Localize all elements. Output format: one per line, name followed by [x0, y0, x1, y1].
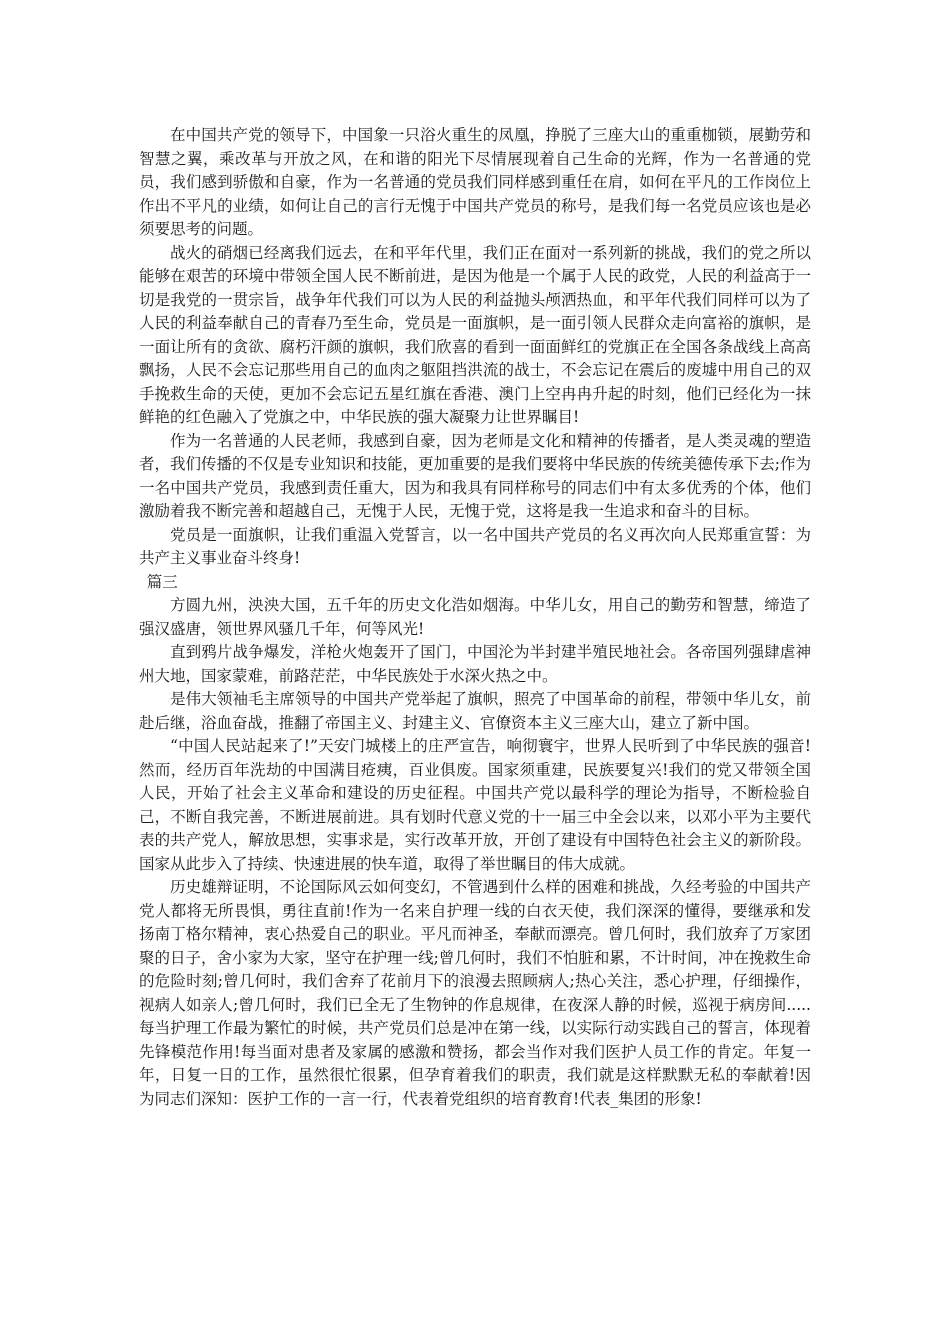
paragraph: 在中国共产党的领导下，中国象一只浴火重生的凤凰，挣脱了三座大山的重重枷锁，展勤劳和智慧之翼，乘改革与开放之风，在和谐的阳光下尽情展现着自己生命的光辉，作为一名普通的党员，我们感到骄傲和自豪，作为一名普通的党员我们同样感到重任在肩，如何在平凡的工作岗位上作出不平凡的业绩，如何让自己的言行无愧于中国共产党员的称号，是我们每一名党员应该也是必须要思考的问题。	[139, 126, 811, 238]
paragraph: “中国人民站起来了!”天安门城楼上的庄严宣告，响彻寰宇，世界人民听到了中华民族的强音! 然而，经历百年洗劫的中国满目疮痍，百业俱废。国家须重建，民族要复兴!我们的党又带领全国人民，开始了社会主义革命和建设的历史征程。中国共产党以最科学的理论为指导，不断检验自己，不断自我完善，不断进展前进。具有划时代意义党的十一届三中全会以来，以邓小平为主要代表的共产党人，解放思想，实事求是，实行改革开放，开创了建设有中国特色社会主义的新阶段。国家从此步入了持续、快速进展的快车道，取得了举世瞩目的伟大成就。	[139, 737, 811, 873]
paragraph: 历史雄辩证明，不论国际风云如何变幻，不管遇到什么样的困难和挑战，久经考验的中国共产党人都将无所畏惧，勇往直前!作为一名来自护理一线的白衣天使，我们深深的懂得，要继承和发扬南丁格尔精神，衷心热爱自己的职业。平凡而神圣，奉献而漂亮。曾几何时，我们放弃了万家团聚的日子，舍小家为大家，坚守在护理一线;曾几何时，我们不怕脏和累，不计时间，冲在挽救生命的危险时刻;曾几何时，我们舍弃了花前月下的浪漫去照顾病人;热心关注，悉心护理，仔细操作，视病人如亲人;曾几何时，我们已全无了生物钟的作息规律，在夜深人静的时候，巡视于病房间.....每当护理工作最为繁忙的时候，共产党员们总是冲在第一线，以实际行动实践自己的誓言，体现着先锋模范作用!每当面对患者及家属的感激和赞扬，都会当作对我们医护人员工作的肯定。年复一年，日复一日的工作，虽然很忙很累，但孕育着我们的职责，我们就是这样默默无私的奉献着!因为同志们深知：医护工作的一言一行，代表着党组织的培育教育!代表_集团的形象!	[139, 878, 811, 1108]
paragraph: 方圆九州，泱泱大国，五千年的历史文化浩如烟海。中华儿女，用自己的勤劳和智慧，缔造了强汉盛唐，领世界风骚几千年，何等风光!	[139, 596, 811, 638]
paragraph: 是伟大领袖毛主席领导的中国共产党举起了旗帜，照亮了中国革命的前程，带领中华儿女，前赴后继，浴血奋战，推翻了帝国主义、封建主义、官僚资本主义三座大山，建立了新中国。	[139, 690, 811, 732]
paragraph: 战火的硝烟已经离我们远去，在和平年代里，我们正在面对一系列新的挑战，我们的党之所以能够在艰苦的环境中带领全国人民不断前进，是因为他是一个属于人民的政党，人民的利益高于一切是我党的一贯宗旨，战争年代我们可以为人民的利益抛头颅洒热血，和平年代我们同样可以为了人民的利益奉献自己的青春乃至生命，党员是一面旗帜，是一面引领人民群众走向富裕的旗帜，是一面让所有的贪欲、腐朽汗颜的旗帜，我们欣喜的看到一面面鲜红的党旗正在全国各条战线上高高飘扬，人民不会忘记那些用自己的血肉之躯阻挡洪流的战士，不会忘记在震后的废墟中用自己的双手挽救生命的天使，更加不会忘记五星红旗在香港、澳门上空冉冉升起的时刻，他们已经化为一抹鲜艳的红色融入了党旗之中，中华民族的强大凝聚力让世界瞩目!	[139, 243, 811, 426]
paragraph: 党员是一面旗帜，让我们重温入党誓言，以一名中国共产党员的名义再次向人民郑重宣誓：为共产主义事业奋斗终身!	[139, 525, 811, 567]
section-heading: 篇三	[146, 572, 178, 591]
document-body	[139, 124, 811, 1111]
paragraph: 作为一名普通的人民老师，我感到自豪，因为老师是文化和精神的传播者，是人类灵魂的塑造者，我们传播的不仅是专业知识和技能，更加重要的是我们要将中华民族的传统美德传承下去;作为一名中国共产党员，我感到责任重大，因为和我具有同样称号的同志们中有太多优秀的个体，他们激励着我不断完善和超越自己，无愧于人民，无愧于党，这将是我一生追求和奋斗的目标。	[139, 431, 811, 520]
paragraph: 直到鸦片战争爆发，洋枪火炮轰开了国门，中国沦为半封建半殖民地社会。各帝国列强肆虐神州大地，国家蒙难，前路茫茫，中华民族处于水深火热之中。	[139, 643, 811, 685]
